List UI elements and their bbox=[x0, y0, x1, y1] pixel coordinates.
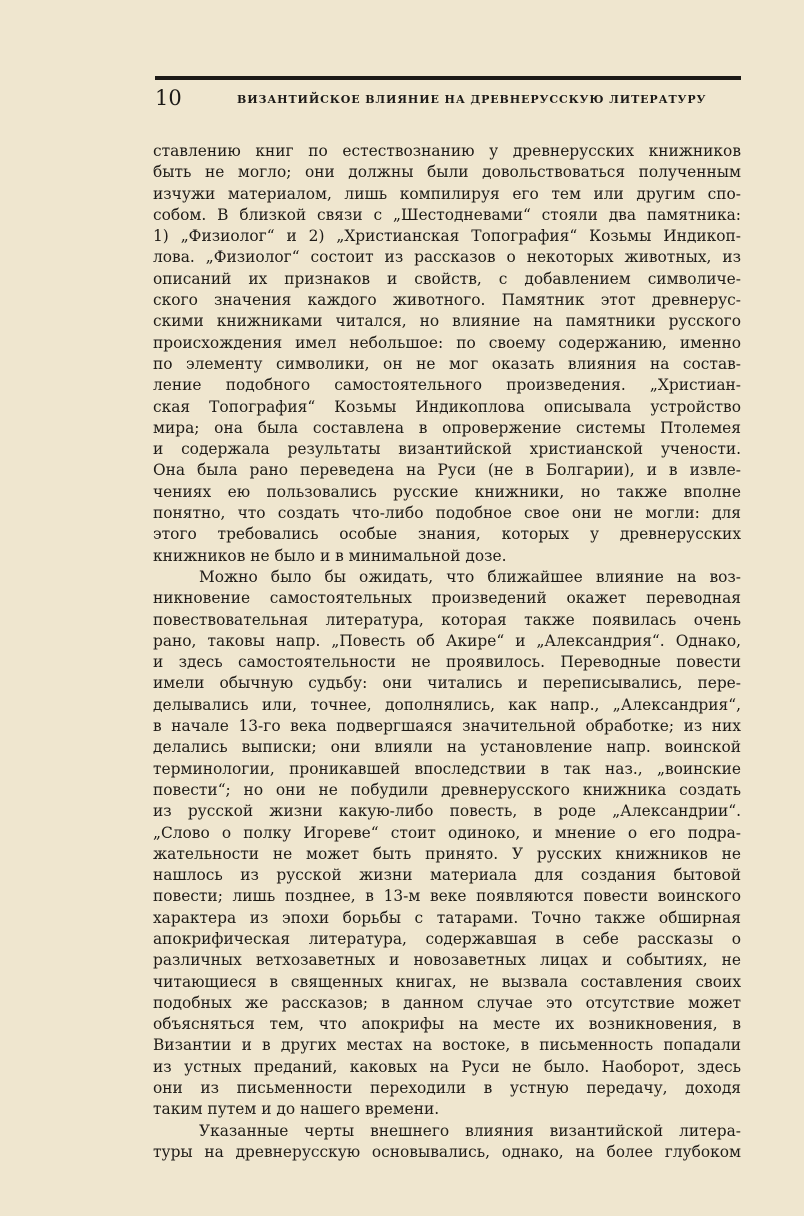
text-line: характера из эпохи борьбы с татарами. Точно также обширная bbox=[153, 908, 741, 927]
text-line: собом. В близкой связи с „Шестодневами“ стояли два памятника: bbox=[153, 205, 741, 224]
page-header bbox=[155, 86, 741, 114]
text-line: повести“; но они не побудили древнерусского книжника создать bbox=[153, 780, 741, 799]
text-line: никновение самостоятельных произведений окажет переводная bbox=[153, 589, 741, 608]
paragraph bbox=[153, 1121, 741, 1164]
text-line: объясняться тем, что апокрифы на месте их возникновения, в bbox=[153, 1015, 741, 1034]
text-line: повести; лишь позднее, в 13-м веке появляются повести воинского bbox=[153, 887, 741, 906]
text-line: делывались или, точнее, дополнялись, как напр., „Александрия“, bbox=[153, 695, 741, 714]
text-line: апокрифическая литература, содержавшая в себе рассказы о bbox=[153, 929, 741, 948]
text-line: читающиеся в священных книгах, не вызвала составления своих bbox=[153, 972, 741, 991]
text-line: описаний их признаков и свойств, с добавлением символиче- bbox=[153, 269, 741, 288]
text-line: понятно, что создать что-либо подобное свое они не могли: для bbox=[153, 504, 741, 523]
text-line: из устных преданий, каковых на Руси не было. Наоборот, здесь bbox=[153, 1057, 741, 1076]
running-title: ВИЗАНТИЙСКОЕ ВЛИЯНИЕ НА ДРЕВНЕРУССКУЮ ЛИТЕРАТУРУ bbox=[237, 93, 707, 106]
text-line: Византии и в других местах на востоке, в письменность попадали bbox=[153, 1036, 741, 1055]
text-line: терминологии, проникавшей впоследствии в так наз., „воинские bbox=[153, 759, 741, 778]
text-line: мира; она была составлена в опровержение системы Птолемея bbox=[153, 418, 741, 437]
text-line: туры на древнерусскую основывались, однако, на более глубоком bbox=[153, 1142, 741, 1161]
text-line: повествовательная литература, которая также появилась очень bbox=[153, 610, 741, 629]
text-line: делались выписки; они влияли на установление напр. воинской bbox=[153, 738, 741, 757]
text-line: жательности не может быть принято. У русских книжников не bbox=[153, 844, 741, 863]
text-line: быть не могло; они должны были довольствоваться полученным bbox=[153, 163, 741, 182]
text-line: чениях ею пользовались русские книжники, но также вполне bbox=[153, 482, 741, 501]
text-line: Можно было бы ожидать, что ближайшее влияние на воз- bbox=[199, 567, 741, 586]
text-line: ская Топография“ Козьмы Индикоплова описывала устройство bbox=[153, 397, 741, 416]
body-text bbox=[153, 141, 741, 1163]
text-line: этого требовались особые знания, которых у древнерусских bbox=[153, 525, 741, 544]
text-line: рано, таковы напр. „Повесть об Акире“ и „Александрия“. Однако, bbox=[153, 631, 741, 650]
text-line: происхождения имел небольшое: по своему содержанию, именно bbox=[153, 333, 741, 352]
paragraph bbox=[153, 567, 741, 1121]
text-line: скими книжниками читался, но влияние на памятники русского bbox=[153, 312, 741, 331]
text-line: „Слово о полку Игореве“ стоит одиноко, и мнение о его подра- bbox=[153, 823, 741, 842]
text-line: 1) „Физиолог“ и 2) „Христианская Топография“ Козьмы Индикоп- bbox=[153, 227, 741, 246]
text-line: ление подобного самостоятельного произведения. „Христиан- bbox=[153, 376, 741, 395]
text-line: Указанные черты внешнего влияния византийской литера- bbox=[199, 1121, 741, 1140]
text-line: книжников не было и в минимальной дозе. bbox=[153, 546, 507, 565]
page-number: 10 bbox=[155, 86, 182, 110]
text-line: они из письменности переходили в устную передачу, доходя bbox=[153, 1079, 741, 1098]
text-line: подобных же рассказов; в данном случае это отсутствие может bbox=[153, 993, 741, 1012]
text-line: Она была рано переведена на Руси (не в Болгарии), и в извле- bbox=[153, 461, 741, 480]
text-line: ставлению книг по естествознанию у древнерусских книжников bbox=[153, 142, 741, 160]
text-line: различных ветхозаветных и новозаветных лицах и событиях, не bbox=[153, 951, 741, 970]
text-line: ского значения каждого животного. Памятник этот древнерус- bbox=[153, 291, 741, 310]
text-line: таким путем и до нашего времени. bbox=[153, 1100, 440, 1119]
header-rule bbox=[155, 76, 741, 80]
text-line: и содержала результаты византийской христианской учености. bbox=[153, 440, 741, 459]
text-line: нашлось из русской жизни материала для создания бытовой bbox=[153, 866, 741, 885]
text-line: имели обычную судьбу: они читались и переписывались, пере- bbox=[153, 674, 741, 693]
text-line: лова. „Физиолог“ состоит из рассказов о некоторых животных, из bbox=[153, 248, 741, 267]
text-line: и здесь самостоятельности не проявилось. Переводные повести bbox=[153, 653, 741, 672]
text-line: изчужи материалом, лишь компилируя его тем или другим спо- bbox=[153, 184, 741, 203]
paragraph bbox=[153, 141, 741, 567]
text-line: по элементу символики, он не мог оказать влияния на состав- bbox=[153, 354, 741, 373]
text-line: из русской жизни какую-либо повесть, в роде „Александрии“. bbox=[153, 802, 741, 821]
text-line: в начале 13-го века подвергшаяся значительной обработке; из них bbox=[153, 717, 741, 736]
